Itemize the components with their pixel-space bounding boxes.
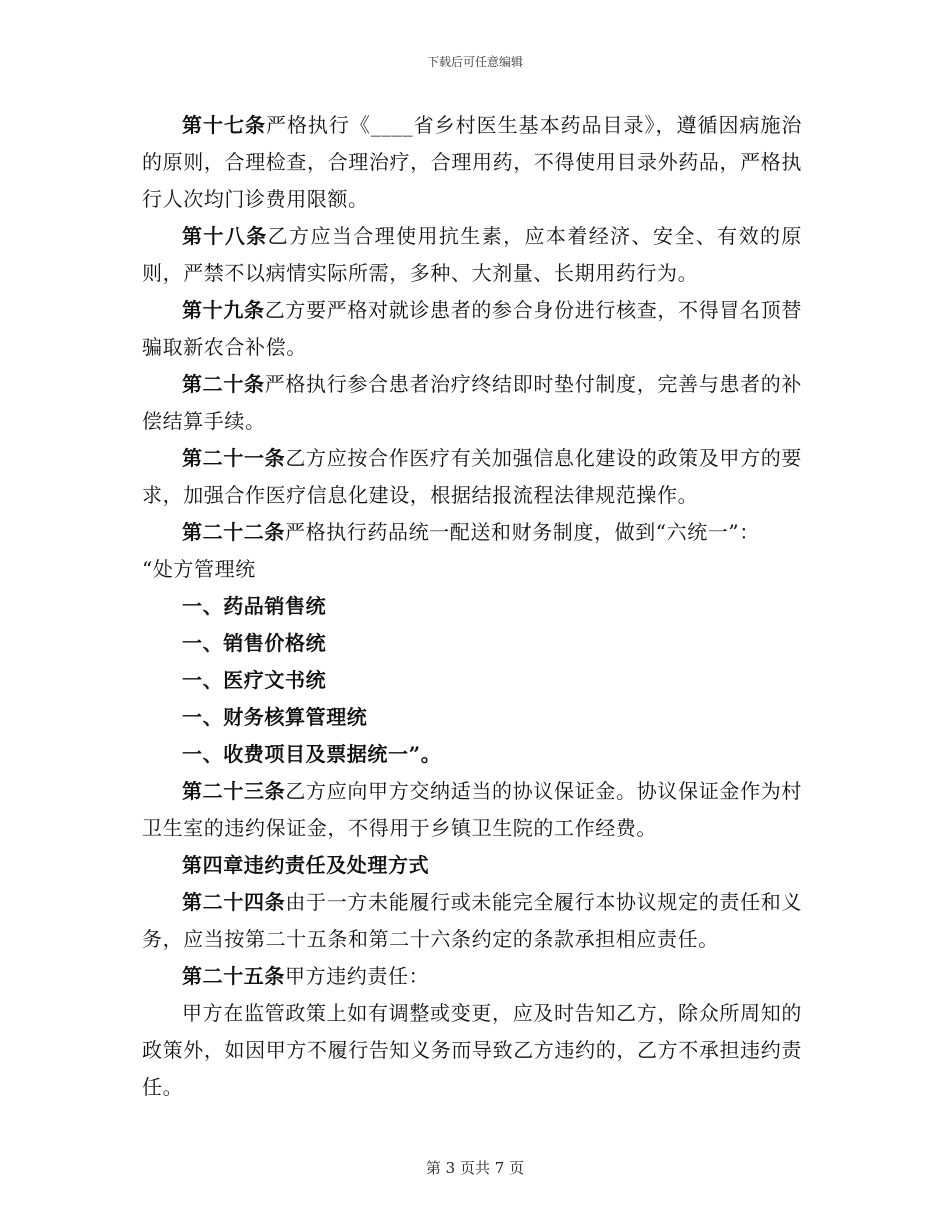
list-item: 一、财务核算管理统 bbox=[182, 705, 368, 729]
article-text: 乙方应当合理使用抗生素，应本着经济、安全、有效的原则，严禁不以病情实际所需，多种、大剂量、长期用药行为。 bbox=[142, 224, 803, 285]
article-title: 第二十一条 bbox=[182, 446, 286, 470]
article-title: 第二十三条 bbox=[182, 779, 286, 803]
article-text: 由于一方未能履行或未能完全履行本协议规定的责任和义务，应当按第二十五条和第二十六条约定的条款承担相应责任。 bbox=[142, 890, 803, 951]
article-title: 第二十条 bbox=[182, 372, 265, 396]
article-21 bbox=[142, 440, 802, 514]
list-item: 一、医疗文书统 bbox=[182, 668, 327, 692]
article-25 bbox=[142, 958, 802, 995]
article-24 bbox=[142, 884, 802, 958]
article-text: 乙方应向甲方交纳适当的协议保证金。协议保证金作为村卫生室的违约保证金，不得用于乡镇卫生院的工作经费。 bbox=[142, 779, 803, 840]
article-22 bbox=[142, 514, 802, 551]
list-item: 一、收费项目及票据统一”。 bbox=[182, 742, 442, 766]
quote-line: “处方管理统 bbox=[142, 557, 256, 581]
article-title: 第二十四条 bbox=[182, 890, 286, 914]
page-header: 下载后可任意编辑 bbox=[426, 55, 523, 69]
article-20 bbox=[142, 366, 802, 440]
article-title: 第十九条 bbox=[182, 298, 265, 322]
article-17 bbox=[142, 107, 802, 218]
article-title: 第十七条 bbox=[182, 113, 266, 137]
article-title: 第十八条 bbox=[182, 224, 268, 248]
article-19 bbox=[142, 292, 802, 366]
article-text: 甲方违约责任： bbox=[285, 964, 430, 988]
article-18 bbox=[142, 218, 802, 292]
closing-paragraph: 甲方在监管政策上如有调整或变更，应及时告知乙方，除众所周知的政策外，如因甲方不履行告知义务而导致乙方违约的，乙方不承担违约责任。 bbox=[142, 1001, 802, 1099]
list-item: 一、药品销售统 bbox=[182, 594, 327, 618]
article-text: 乙方要严格对就诊患者的参合身份进行核查，不得冒名顶替骗取新农合补偿。 bbox=[142, 298, 802, 359]
list-item: 一、销售价格统 bbox=[182, 631, 327, 655]
article-title: 第二十五条 bbox=[182, 964, 285, 988]
page-footer: 第 3 页共 7 页 bbox=[425, 1159, 525, 1177]
document-body bbox=[142, 107, 802, 1106]
chapter-heading: 第四章违约责任及处理方式 bbox=[182, 853, 430, 877]
article-23 bbox=[142, 773, 802, 847]
article-text: 严格执行参合患者治疗终结即时垫付制度，完善与患者的补偿结算手续。 bbox=[142, 372, 802, 433]
article-text: 乙方应按合作医疗有关加强信息化建设的政策及甲方的要求，加强合作医疗信息化建设，根据结报流程法律规范操作。 bbox=[142, 446, 803, 507]
article-text: 严格执行药品统一配送和财务制度，做到“六统一”： bbox=[285, 520, 760, 544]
article-title: 第二十二条 bbox=[182, 520, 285, 544]
article-text: 严格执行《____省乡村医生基本药品目录》，遵循因病施治的原则，合理检查，合理治疗，合理用药，不得使用目录外药品，严格执行人次均门诊费用限额。 bbox=[142, 113, 802, 211]
